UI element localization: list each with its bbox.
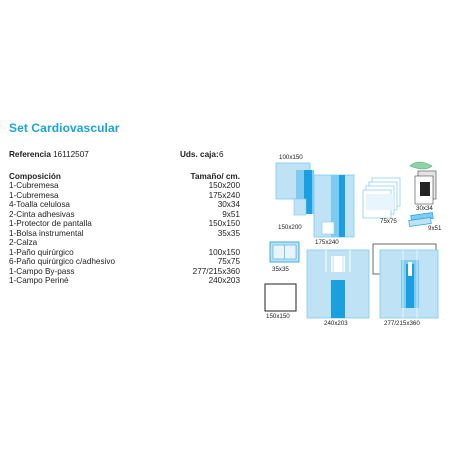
perine-drape-240x203-illustration xyxy=(307,250,369,318)
units-per-box-label: Uds. caja: xyxy=(180,150,219,159)
item-size: 150x200 xyxy=(208,181,240,190)
label-bypass-277-215x360: 277/215x360 xyxy=(384,320,420,327)
composition-header: Composición xyxy=(9,172,61,181)
drape-175x240-illustration xyxy=(314,175,354,237)
label-drape-150x200: 150x200 xyxy=(278,224,302,231)
item-size: 75x75 xyxy=(217,257,240,267)
item-name: 1-Campo By-pass xyxy=(9,266,75,276)
label-drape-100x150: 100x150 xyxy=(279,154,303,161)
item-name: 1-Cubremesa xyxy=(9,190,59,200)
label-drape-175x240: 175x240 xyxy=(315,239,339,246)
item-name: 1-Bolsa instrumental xyxy=(9,228,84,238)
item-size: 240x203 xyxy=(208,276,240,286)
towel-stack-75x75-illustration xyxy=(363,178,400,218)
item-size: 100x150 xyxy=(208,247,240,257)
label-towels-75x75: 75x75 xyxy=(380,218,397,225)
item-name: 1-Protector de pantalla xyxy=(9,219,92,229)
item-size: 175x240 xyxy=(208,190,240,200)
item-size: 35x35 xyxy=(217,228,240,238)
label-perine-240x203: 240x203 xyxy=(324,320,348,327)
item-name: 1-Paño quirúrgico xyxy=(9,247,74,257)
size-header: Tamaño/ cm. xyxy=(190,172,240,181)
item-name: 6-Paño quirúrgico c/adhesivo xyxy=(9,257,116,267)
item-size: 150x150 xyxy=(208,219,240,229)
page-title: Set Cardiovascular xyxy=(9,121,120,135)
reference-label: Referencia xyxy=(9,150,51,159)
item-size: 30x34 xyxy=(217,200,240,210)
label-bag-35x35: 35x35 xyxy=(272,266,289,273)
item-name: 1-Campo Periné xyxy=(9,276,69,286)
item-name: 2-Calza xyxy=(9,238,38,248)
item-name: 4-Toalla celulosa xyxy=(9,200,70,210)
towel-30x34-illustration xyxy=(410,162,436,204)
item-name: 2-Cinta adhesivas xyxy=(9,209,75,219)
label-tape-9x51: 9x51 xyxy=(428,225,442,232)
item-name: 1-Cubremesa xyxy=(9,181,59,190)
label-protector-150x150: 150x150 xyxy=(266,313,290,320)
drape-150x200-illustration xyxy=(276,163,314,215)
units-per-box-value: 6 xyxy=(219,150,224,159)
item-size: 277/215x360 xyxy=(192,266,240,276)
item-size: 9x51 xyxy=(222,209,240,219)
reference-value: 16112507 xyxy=(53,150,89,159)
bypass-drape-illustration xyxy=(373,244,438,318)
protector-150x150-illustration xyxy=(265,284,296,311)
label-towel-30x34: 30x34 xyxy=(416,205,433,212)
bag-35x35-illustration xyxy=(270,242,299,262)
